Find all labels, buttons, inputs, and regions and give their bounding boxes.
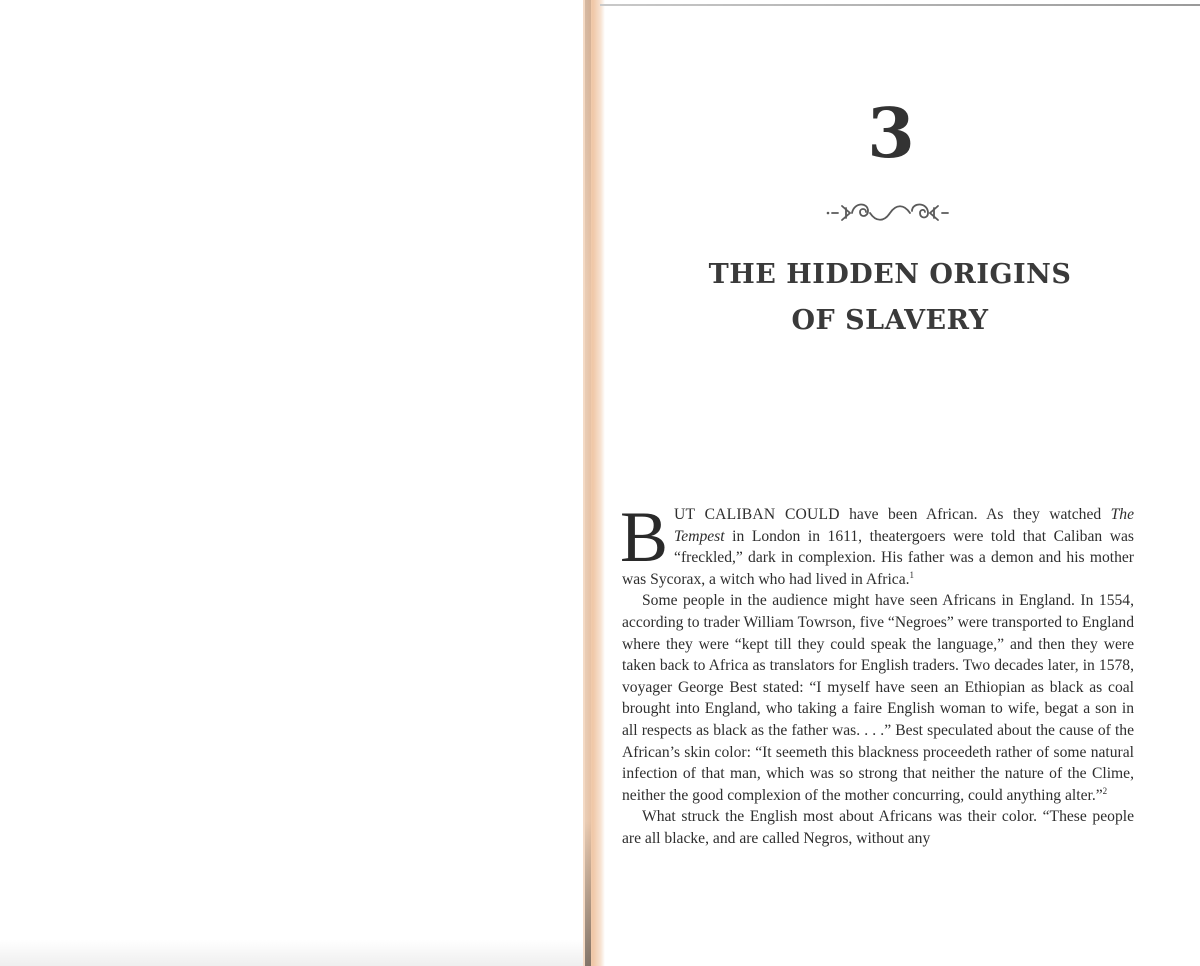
chapter-title-line-1: THE HIDDEN ORIGINS <box>708 259 1072 290</box>
chapter-number: 3 <box>867 94 915 174</box>
gutter-shadow <box>585 0 591 966</box>
left-page-blank <box>0 0 583 966</box>
paragraph-2 <box>622 590 1134 806</box>
paragraph-1-text-b: in London in 1611, theatergoers were told that Caliban was “freckled,” dark in complexion. His father was a demon and his mother was Sycorax, a witch who had lived in Africa. <box>622 527 1134 588</box>
chapter-title-line-2: OF SLAVERY <box>791 305 989 336</box>
chapter-title <box>680 252 1100 344</box>
page-shadow <box>0 940 583 966</box>
lead-in-text: UT CALIBAN COULD <box>674 506 840 523</box>
paragraph-1-text-a: have been African. As they watched <box>839 506 1111 523</box>
paragraph-3 <box>622 806 1134 849</box>
paragraph-2-text: Some people in the audience might have seen Africans in England. In 1554, according to trader William Towrson, five “Negroes” were transported to England where they were “kept till they could speak the language,” and then they were taken back to Africa as translators for English traders. Two decades later, in 1578, voyager George Best stated: “I myself have seen an Ethiopian as black as coal brought into England, who taking a faire English woman to wife, begat a son in all respects as black as the father was. . . .” Best speculated about the cause of the African’s skin color: “It seemeth this blackness proceedeth rather of some natural infection of that man, which was so strong that neither the nature of the Clime, neither the good complexion of the mother concurring, could anything alter.” <box>622 592 1134 804</box>
drop-cap: B <box>620 497 669 577</box>
book-title-italic: The Tempest <box>674 506 1134 545</box>
ornament-flourish-icon <box>824 194 956 230</box>
paragraph-3-text: What struck the English most about Africans was their color. “These people are all blacke, and are called Negros, without any <box>622 808 1134 847</box>
footnote-ref-1: 1 <box>909 569 915 580</box>
footnote-ref-2: 2 <box>1102 785 1108 796</box>
paragraph-1 <box>620 497 1134 590</box>
chapter-body <box>620 497 1134 850</box>
